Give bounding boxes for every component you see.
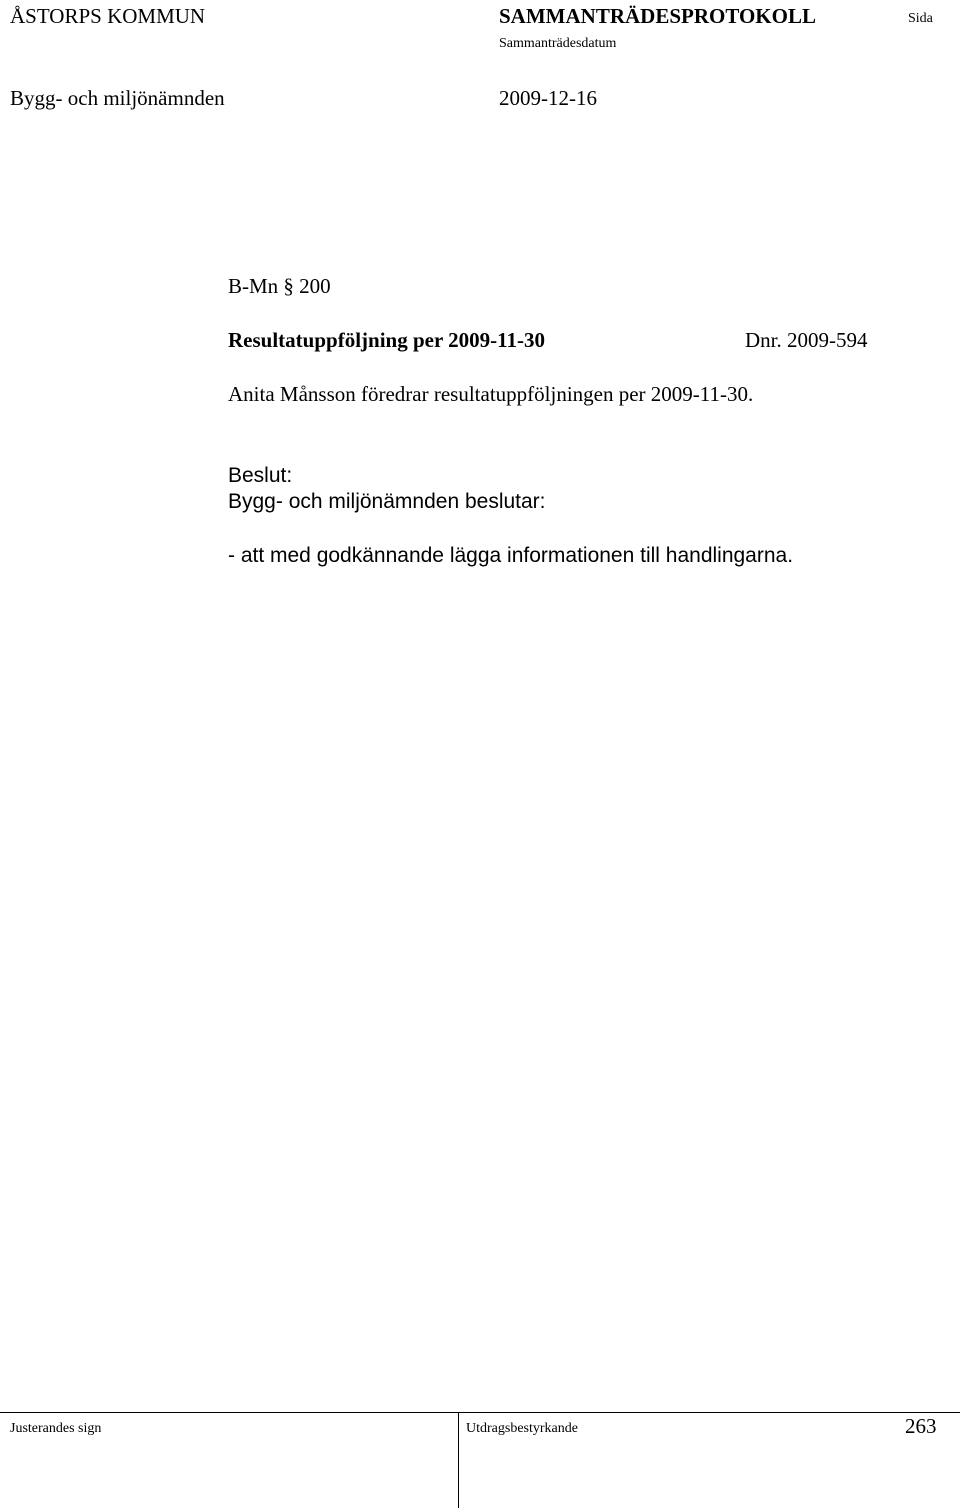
- committee-name: Bygg- och miljönämnden: [10, 86, 225, 110]
- diary-number: Dnr. 2009-594: [745, 328, 868, 352]
- meeting-date: 2009-12-16: [499, 86, 597, 110]
- municipality-name: ÅSTORPS KOMMUN: [10, 4, 206, 28]
- decision-point: - att med godkännande lägga informationen till handlingarna.: [228, 544, 794, 567]
- page-number: 263: [905, 1414, 937, 1438]
- footer-rule: [0, 1412, 960, 1413]
- sign-label: Justerandes sign: [10, 1421, 102, 1436]
- paragraph-reference: B-Mn § 200: [228, 274, 331, 298]
- page-label: Sida: [908, 11, 933, 26]
- meeting-date-label: Sammanträdesdatum: [499, 36, 617, 51]
- document-type-title: SAMMANTRÄDESPROTOKOLL: [499, 4, 816, 28]
- attest-label: Utdragsbestyrkande: [466, 1421, 578, 1436]
- presentation-text: Anita Månsson föredrar resultatuppföljningen per 2009-11-30.: [228, 382, 754, 406]
- footer-divider: [458, 1412, 459, 1508]
- decision-label: Beslut:: [228, 464, 293, 487]
- decision-intro: Bygg- och miljönämnden beslutar:: [228, 490, 546, 513]
- item-title: Resultatuppföljning per 2009-11-30: [228, 328, 545, 352]
